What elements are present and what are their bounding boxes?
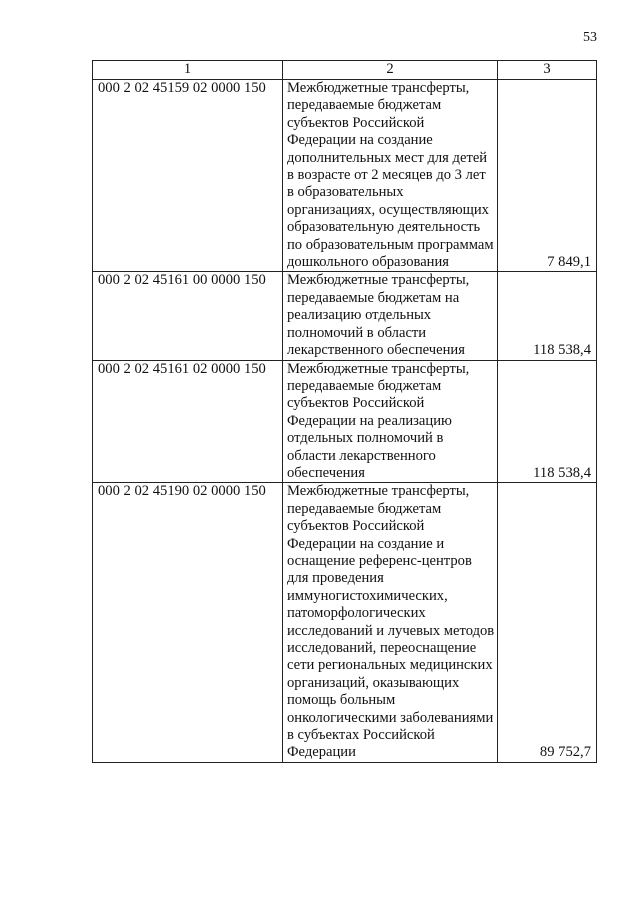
table-row [93,360,597,483]
column-header-code: 1 [93,61,283,80]
table-row [93,80,597,272]
page-number: 53 [583,30,597,45]
row-name: Межбюджетные трансферты, передаваемые бюджетам субъектов Российской Федерации на реализацию отдельных полномочий в области лекарственного обеспечения [283,360,498,483]
row-amount: 89 752,7 [498,483,597,763]
row-code: 000 2 02 45161 00 0000 150 [93,272,283,360]
table-row [93,272,597,360]
budget-table [92,60,597,763]
row-name: Межбюджетные трансферты, передаваемые бюджетам субъектов Российской Федерации на создание и оснащение референс-центров для проведения иммуногистохимических, патоморфологических исследований и лучевых методов исследований, переоснащение сети региональных медицинских организаций, оказывающих помощь больным онкологическими заболеваниями в субъектах Российской Федерации [283,483,498,763]
row-amount: 118 538,4 [498,272,597,360]
row-code: 000 2 02 45161 02 0000 150 [93,360,283,483]
column-header-name: 2 [283,61,498,80]
row-name: Межбюджетные трансферты, передаваемые бюджетам субъектов Российской Федерации на создание дополнительных мест для детей в возрасте от 2 месяцев до 3 лет в образовательных организациях, осуществляющих образовательную деятельность по образовательным программам дошкольного образования [283,80,498,272]
column-header-amount: 3 [498,61,597,80]
row-name: Межбюджетные трансферты, передаваемые бюджетам на реализацию отдельных полномочий в области лекарственного обеспечения [283,272,498,360]
table-header-row [93,61,597,80]
row-code: 000 2 02 45190 02 0000 150 [93,483,283,763]
table-row [93,483,597,763]
row-code: 000 2 02 45159 02 0000 150 [93,80,283,272]
row-amount: 7 849,1 [498,80,597,272]
row-amount: 118 538,4 [498,360,597,483]
